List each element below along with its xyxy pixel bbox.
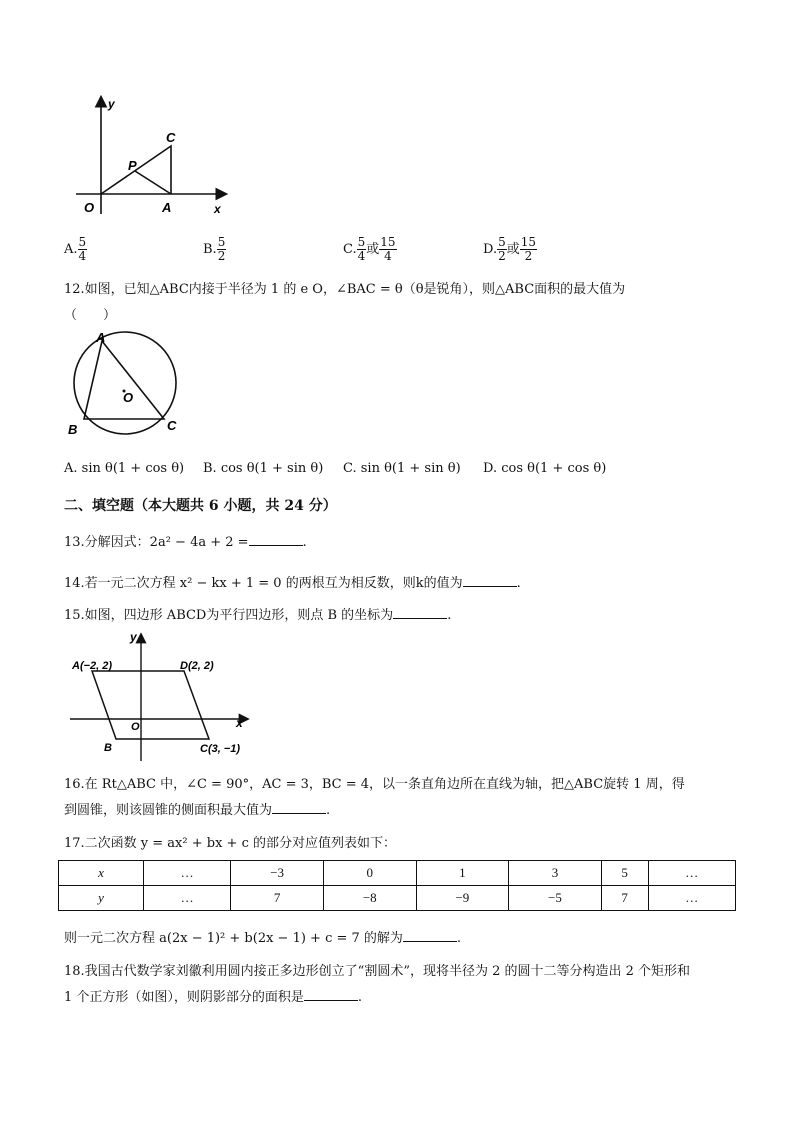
q15-answer-blank[interactable] [393, 606, 447, 619]
q12-point-a: A [96, 330, 106, 345]
q15: 15.如图，四边形 ABCD为平行四边形，则点 B 的坐标为 . [64, 608, 452, 623]
q18-line1: 18.我国古代数学家刘徽利用圆内接正多边形创立了“割圆术”，现将半径为 2 的圆十二等分构造出 2 个矩形和 [64, 964, 691, 979]
q12-point-c: C [167, 418, 177, 433]
q12-figure [64, 330, 189, 440]
q15-text: 15.如图，四边形 ABCD为平行四边形，则点 B 的坐标为 [64, 608, 394, 623]
q12-triangle [84, 341, 164, 419]
q11-option-c[interactable]: C. $\frac{5}{4}$ 或 $\frac{15}{4}$ [343, 235, 396, 263]
q12-question-text: 12.如图，已知△ABC内接于半径为 1 的 e O，∠BAC = θ（θ是锐角），则△ABC面积的最大值为 [64, 282, 626, 297]
q14-answer-blank[interactable] [463, 574, 517, 587]
q15-y-label: y [130, 630, 137, 644]
q12-option-d[interactable]: D. cos θ(1 + cos θ) [483, 461, 607, 476]
q18-answer-blank[interactable] [304, 988, 358, 1001]
q15-point-a: A(−2, 2) [72, 660, 113, 672]
q11-x-label: x [214, 202, 221, 216]
q13-text: 13.分解因式：2a² − 4a + 2 = [64, 535, 249, 550]
q17-follow: 则一元二次方程 a(2x − 1)² + b(2x − 1) + c = 7 的解为 . [64, 931, 462, 946]
q15-origin-label: O [131, 721, 140, 733]
q11-point-a: A [162, 200, 172, 215]
table-row: x … −3 0 1 3 5 … [59, 861, 736, 886]
q11-option-a[interactable]: A. $\frac{5}{4}$ [64, 235, 87, 263]
q15-x-label: x [236, 716, 243, 730]
q15-point-d: D(2, 2) [180, 660, 214, 672]
q11-figure [70, 92, 240, 222]
q12-point-b: B [68, 422, 78, 437]
q11-option-b[interactable]: B. $\frac{5}{2}$ [203, 235, 226, 263]
table-row: y … 7 −8 −9 −5 7 … [59, 886, 736, 911]
q11-origin-label: O [84, 200, 95, 215]
q11-point-c: C [166, 130, 176, 145]
q16-answer-blank[interactable] [272, 801, 326, 814]
q11-y-label: y [108, 97, 115, 111]
q12-option-a[interactable]: A. sin θ(1 + cos θ) [64, 461, 185, 476]
section2-title: 二、填空题（本大题共 6 小题，共 24 分） [64, 498, 337, 514]
q12-point-o: O [123, 390, 134, 405]
q16-line1: 16.在 Rt△ABC 中，∠C = 90°，AC = 3，BC = 4，以一条直角边所在直线为轴，把△ABC旋转 1 周，得 [64, 777, 685, 792]
q17-answer-blank[interactable] [403, 929, 457, 942]
q12-option-b[interactable]: B. cos θ(1 + sin θ) [203, 461, 324, 476]
q15-point-c: C(3, −1) [200, 743, 241, 755]
q11-option-d[interactable]: D. $\frac{5}{2}$ 或 $\frac{15}{2}$ [483, 235, 537, 263]
q16-line2: 到圆锥，则该圆锥的侧面积最大值为 . [64, 803, 331, 818]
q12-answer-bracket: （ ） [64, 308, 117, 323]
q15-parallelogram [92, 671, 209, 739]
q13-answer-blank[interactable] [249, 533, 303, 546]
q17-text: 17.二次函数 y = ax² + bx + c 的部分对应值列表如下： [64, 836, 396, 851]
q12-option-c[interactable]: C. sin θ(1 + sin θ) [343, 461, 461, 476]
q17-value-table [58, 860, 736, 911]
q15-point-b: B [104, 742, 112, 754]
q13: 13.分解因式：2a² − 4a + 2 = . [64, 535, 307, 550]
q15-figure [64, 627, 254, 762]
q11-point-p: P [128, 158, 137, 173]
q14: 14.若一元二次方程 x² − kx + 1 = 0 的两根互为相反数，则k的值为 . [64, 576, 521, 591]
q18-line2: 1 个正方形（如图），则阴影部分的面积是 . [64, 990, 363, 1005]
q14-text: 14.若一元二次方程 x² − kx + 1 = 0 的两根互为相反数，则k的值为 [64, 576, 463, 591]
